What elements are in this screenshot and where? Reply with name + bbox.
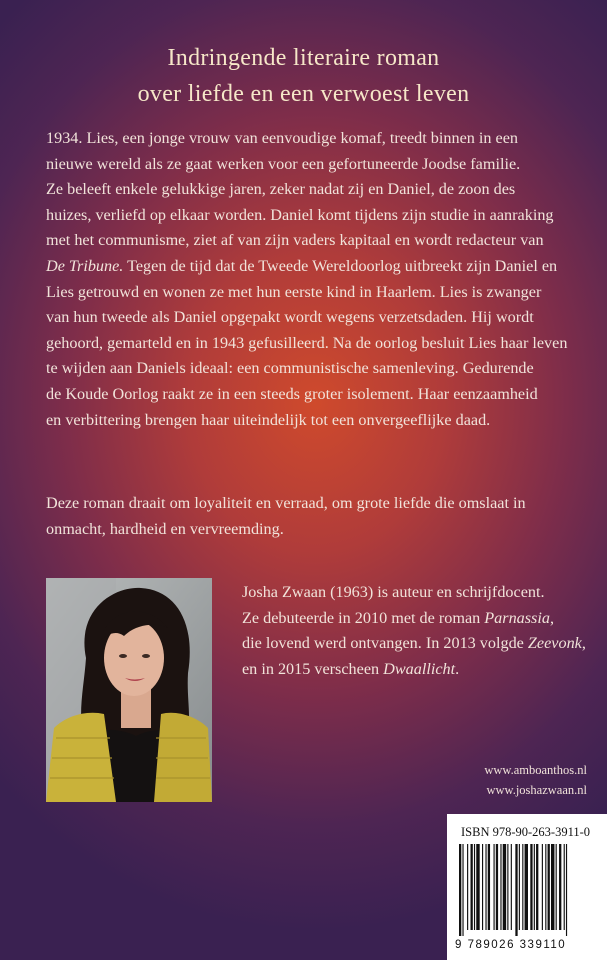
barcode-bar <box>522 844 523 930</box>
tagline-line-1: Indringende literaire roman <box>167 45 440 71</box>
tagline-line-2: over liefde en een verwoest leven <box>137 81 470 107</box>
isbn-label: ISBN 978-90-263-3911-0 <box>461 825 591 839</box>
book-title-zeevonk: Zeevonk <box>527 634 582 653</box>
barcode-bar <box>462 844 463 936</box>
tagline <box>0 40 607 112</box>
bio-text: , <box>581 634 586 653</box>
barcode-bar <box>500 844 501 930</box>
barcode-bar <box>556 844 557 930</box>
barcode-bar <box>476 844 479 930</box>
bio-line-2 <box>242 606 582 632</box>
bio-text: en in 2015 verscheen <box>242 659 384 678</box>
theme-line-1: Deze roman draait om loyaliteit en verraad, om grote liefde die omslaat in <box>46 494 526 512</box>
bio-text: die lovend werd ontvangen. In 2013 volgde <box>242 634 528 653</box>
synopsis-line: en verbittering brengen haar uiteindelijk tot een onvergeeflijke daad. <box>46 410 491 429</box>
barcode-bar <box>485 844 486 930</box>
barcode-bar <box>494 844 495 930</box>
theme-paragraph <box>46 491 576 542</box>
barcode-bar <box>559 844 561 930</box>
synopsis-line: gehoord, gemarteld en in 1943 gefusilleerd. Na de oorlog besluit Lies haar leven <box>46 333 568 352</box>
barcode-bar <box>548 844 550 930</box>
synopsis-line-tribune <box>46 254 576 280</box>
publisher-url[interactable]: www.amboanthos.nl <box>484 763 587 777</box>
bio-line-3 <box>242 631 586 657</box>
barcode-bar <box>488 844 490 930</box>
barcode-bar <box>471 844 473 930</box>
synopsis-line: de Koude Oorlog raakt ze in een steeds groter isolement. Haar eenzaamheid <box>46 384 538 403</box>
barcode-bar <box>496 844 498 930</box>
synopsis-line: Ze beleeft enkele gelukkige jaren, zeker nadat zij en Daniel, de zoon des <box>46 180 516 199</box>
newspaper-title: De Tribune. <box>46 256 124 275</box>
synopsis-line: te wijden aan Daniels ideaal: een communistische samenleving. Gedurende <box>46 359 534 378</box>
barcode-bar <box>564 844 565 930</box>
website-links <box>484 760 587 800</box>
barcode-bar <box>545 844 546 930</box>
barcode-bar <box>482 844 483 930</box>
synopsis-line-rest: Tegen de tijd dat de Tweede Wereldoorlog uitbreekt zijn Daniel en <box>123 256 558 275</box>
synopsis-line: Lies getrouwd en wonen ze met hun eerste kind in Haarlem. Lies is zwanger <box>46 282 542 301</box>
synopsis-line: 1934. Lies, een jonge vrouw van eenvoudige komaf, treedt binnen in een <box>46 129 518 147</box>
barcode-bar <box>467 844 468 930</box>
barcode-bar <box>503 844 506 930</box>
barcode-image <box>453 844 601 940</box>
barcode-bar <box>566 844 567 936</box>
synopsis-line: van hun tweede als Daniel opgepakt wordt wegens verzetsdaden. Hij wordt <box>46 308 534 327</box>
barcode-digits: 9 789026 339110 <box>455 939 567 951</box>
bio-text: , <box>549 608 554 627</box>
bio-text: Ze debuteerde in 2010 met de roman <box>242 608 485 627</box>
barcode-bar <box>511 844 512 930</box>
barcode-bar <box>542 844 543 930</box>
barcode-bar <box>474 844 475 930</box>
bio-line-1: Josha Zwaan (1963) is auteur en schrijfdocent. <box>242 583 545 601</box>
author-photo <box>46 578 212 802</box>
synopsis-line: huizes, verliefd op elkaar worden. Daniel komt tijdens zijn studie in aanraking <box>46 205 554 224</box>
barcode-bar <box>507 844 508 930</box>
author-portrait-illustration <box>46 578 212 802</box>
barcode-bar <box>530 844 532 930</box>
bio-text: . <box>455 659 460 678</box>
barcode-bar <box>525 844 528 930</box>
barcode-bar <box>536 844 538 930</box>
bio-line-4 <box>242 657 582 683</box>
barcode-bar <box>519 844 520 930</box>
barcode-panel <box>447 814 607 960</box>
book-title-dwaallicht: Dwaallicht <box>383 659 456 678</box>
barcode-bar <box>534 844 535 930</box>
book-title-parnassia: Parnassia <box>484 608 550 627</box>
barcode-bar <box>515 844 517 936</box>
synopsis-paragraph <box>46 126 576 433</box>
barcode-bar <box>459 844 461 936</box>
synopsis-line: nieuwe wereld als ze gaat werken voor een gefortuneerde Joodse familie. <box>46 154 521 173</box>
author-bio <box>242 580 586 682</box>
synopsis-line: met het communisme, ziet af van zijn vaders kapitaal en wordt redacteur van <box>46 231 544 250</box>
barcode-bar <box>551 844 554 930</box>
author-url[interactable]: www.joshazwaan.nl <box>486 783 587 797</box>
theme-line-2: onmacht, hardheid en vervreemding. <box>46 519 284 538</box>
